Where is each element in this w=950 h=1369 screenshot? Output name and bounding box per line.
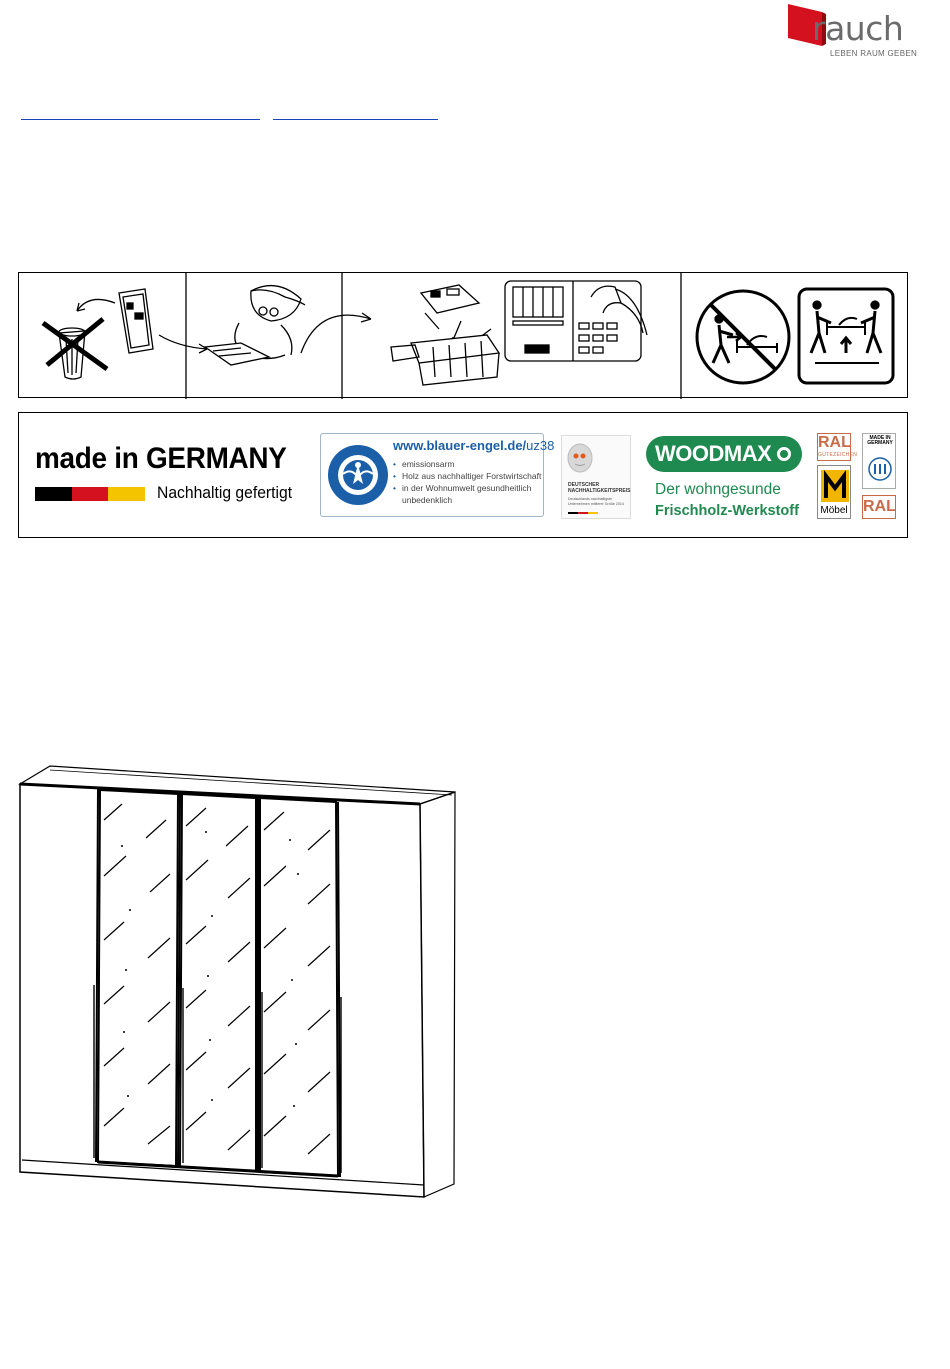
blauer-engel-url[interactable]: www.blauer-engel.de/uz38 xyxy=(393,438,555,453)
made-in-germany-title: made in GERMANY xyxy=(35,442,287,475)
read-instructions-icon xyxy=(205,286,371,365)
blauer-engel-criteria xyxy=(393,458,543,506)
ral-guetezeichen: RAL GÜTEZEICHEN xyxy=(817,433,851,461)
no-trash-icon xyxy=(43,289,153,379)
made-in-germany-badge: MADE IN GERMANY xyxy=(862,433,896,489)
quality-seal-icon xyxy=(865,454,895,484)
list-item: • in der Wohnumwelt gesundheitlich unbedenklich xyxy=(393,482,543,506)
wardrobe-drawing xyxy=(0,740,470,1210)
ral-label: RAL xyxy=(862,495,896,519)
certifications-box xyxy=(18,412,908,538)
brand-logo xyxy=(786,2,918,60)
nachhaltigkeitspreis-label: DEUTSCHER NACHHALTIGKEITSPREIS Deutschlands nachhaltigste Unternehmen mittlerer Größe 2014 xyxy=(561,435,631,519)
moebel-m-icon xyxy=(819,468,851,504)
document-link-2[interactable] xyxy=(273,101,438,120)
document-link-1[interactable] xyxy=(21,101,260,120)
german-flag-bar xyxy=(35,487,145,501)
list-item: • emissionsarm xyxy=(393,458,543,470)
moebel-label: Möbel xyxy=(817,465,851,519)
file-instructions-icon xyxy=(391,281,647,385)
list-item: • Holz aus nachhaltiger Forstwirtschaft xyxy=(393,470,543,482)
two-person-assembly-icon xyxy=(697,289,893,383)
woodmax-name: WOODMAX xyxy=(655,441,772,466)
award-icon xyxy=(562,436,632,480)
woodmax-line1: Der wohngesunde xyxy=(655,481,781,498)
blauer-engel-label xyxy=(320,433,555,517)
blauer-engel-icon xyxy=(327,444,389,506)
instructions-strip xyxy=(18,272,908,398)
brand-tagline: LEBEN RAUM GEBEN xyxy=(830,49,918,58)
made-in-germany-subtitle: Nachhaltig gefertigt xyxy=(157,484,293,502)
brand-name: rauch xyxy=(812,9,904,48)
woodmax-line2: Frischholz-Werkstoff xyxy=(655,503,799,519)
